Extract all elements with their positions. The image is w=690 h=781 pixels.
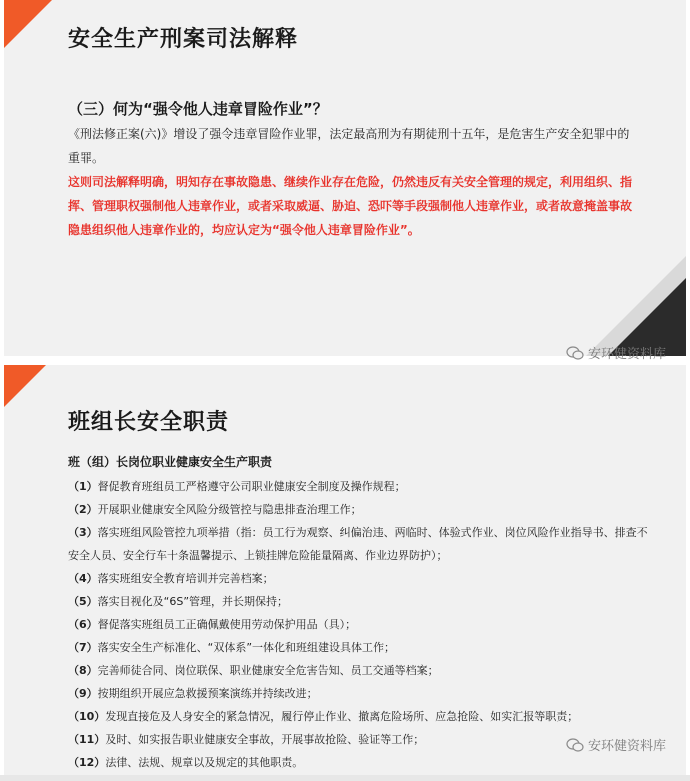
list-item: （4）落实班组安全教育培训并完善档案； (68, 572, 274, 585)
accent-corner-top-left (4, 0, 52, 48)
slide-title: 班组长安全职责 (68, 410, 230, 435)
duty-list (68, 475, 658, 774)
watermark-text: 安环健资料库 (587, 739, 666, 754)
list-item: （2）开展职业健康安全风险分级管控与隐患排查治理工作； (68, 503, 362, 516)
list-item: （9）按期组织开展应急救援预案演练并持续改进； (68, 687, 318, 700)
list-item: （10）发现直接危及人身安全的紧急情况，履行停止作业、撤离危险场所、应急抢险、如实汇报等职责； (68, 710, 579, 723)
section-heading: （三）何为“强令他人违章冒险作业”？ (68, 100, 328, 118)
watermark-text: 安环健资料库 (587, 347, 666, 362)
slide-judicial-interpretation (4, 0, 686, 356)
list-item: （1）督促教育班组员工严格遵守公司职业健康安全制度及操作规程； (68, 480, 406, 493)
wechat-icon (566, 346, 584, 360)
list-item: （7）落实安全生产标准化、“双体系”一体化和班组建设具体工作； (68, 641, 396, 654)
list-item: （5）落实目视化及“6S”管理，并长期保持； (68, 595, 289, 608)
duty-heading: 班（组）长岗位职业健康安全生产职责 (68, 455, 273, 469)
body-paragraph: 《刑法修正案(六)》增设了强令违章冒险作业罪，法定最高刑为有期徒刑十五年，是危害生产安全犯罪中的重罪。 (68, 127, 630, 165)
list-item: （6）督促落实班组员工正确佩戴使用劳动保护用品（具）； (68, 618, 357, 631)
bottom-strip (0, 775, 690, 781)
list-item: （12）法律、法规、规章以及规定的其他职责。 (68, 756, 304, 769)
watermark (566, 343, 666, 362)
highlight-paragraph: 这则司法解释明确，明知存在事故隐患、继续作业存在危险，仍然违反有关安全管理的规定，利用组织、指挥、管理职权强制他人违章作业，或者采取威逼、胁迫、恐吓等手段强制他人违章作业，或者故意掩盖事故隐患组织他人违章作业的，均应认定为“强令他人违章冒险作业”。 (68, 175, 633, 237)
accent-corner-top-left (4, 365, 46, 407)
slide-title: 安全生产刑案司法解释 (68, 27, 299, 52)
list-item: （11）及时、如实报告职业健康安全事故，开展事故抢险、验证等工作； (68, 733, 425, 746)
slide-team-leader-duties (4, 365, 686, 775)
list-item: （3）落实班组风险管控九项举措（指：员工行为观察、纠偏治违、两临时、体验式作业、岗位风险作业指导书、排查不安全人员、安全行车十条温馨提示、上锁挂牌危险能量隔离、作业边界防护）； (68, 526, 648, 562)
watermark (566, 735, 666, 754)
wechat-icon (566, 738, 584, 752)
list-item: （8）完善师徒合同、岗位联保、职业健康安全危害告知、员工交通等档案； (68, 664, 439, 677)
